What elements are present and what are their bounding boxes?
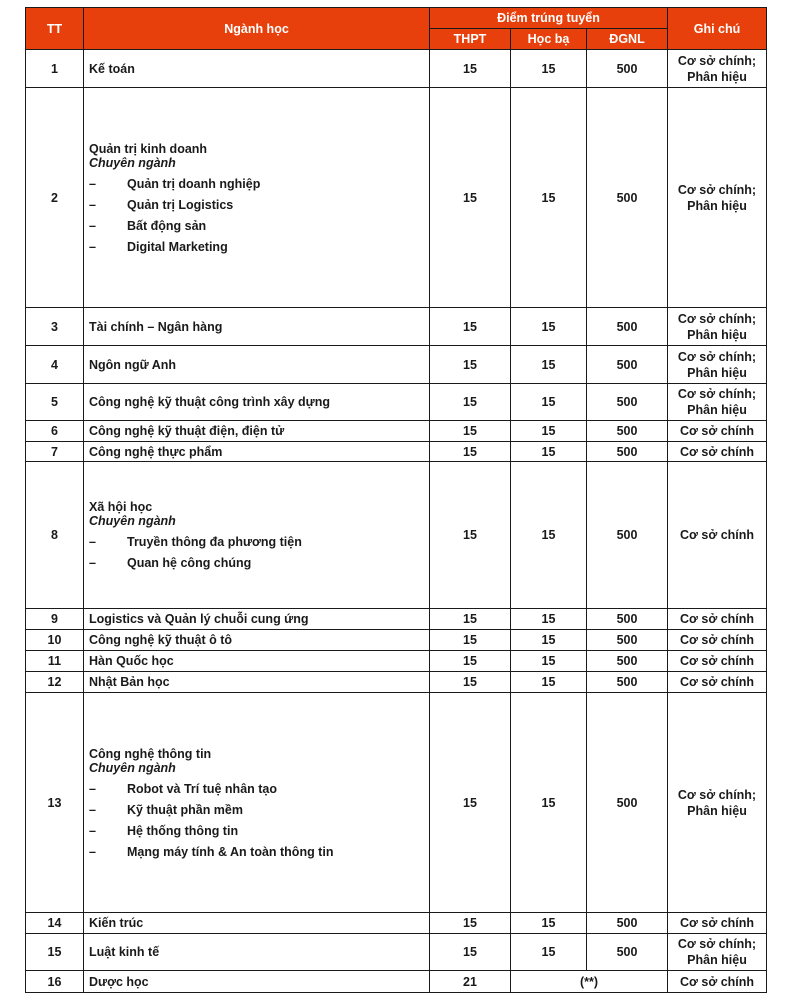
major-name: Quản trị kinh doanh: [89, 141, 208, 156]
score-thpt: 15: [430, 913, 511, 934]
table-row: [26, 308, 767, 346]
specialization-name: Digital Marketing: [127, 239, 228, 254]
dash-bullet: –: [89, 197, 96, 212]
score-thpt: 21: [430, 971, 511, 993]
table-row: [26, 609, 767, 630]
branch-note: Phân hiệu: [687, 69, 747, 84]
major-name: Kế toán: [84, 50, 430, 88]
specialization-item: [89, 845, 429, 859]
score-dgnl: 500: [587, 442, 668, 462]
table-row: [26, 934, 767, 971]
score-dgnl: 500: [587, 934, 668, 971]
row-number: 5: [26, 384, 84, 421]
row-number: 15: [26, 934, 84, 971]
specialization-item: [89, 219, 429, 233]
note-cell: [668, 308, 767, 346]
note-cell: [668, 442, 767, 462]
score-thpt: 15: [430, 609, 511, 630]
score-thpt: 15: [430, 88, 511, 308]
major-name: Tài chính – Ngân hàng: [84, 308, 430, 346]
major-name: Công nghệ kỹ thuật điện, điện tử: [84, 421, 430, 442]
dash-bullet: –: [89, 239, 96, 254]
row-number: 10: [26, 630, 84, 651]
note-cell: [668, 50, 767, 88]
note-cell: [668, 609, 767, 630]
row-number: 13: [26, 693, 84, 913]
score-thpt: 15: [430, 630, 511, 651]
score-hocba: 15: [511, 672, 587, 693]
score-dgnl: 500: [587, 609, 668, 630]
score-hocba: 15: [511, 308, 587, 346]
campus-note: Cơ sở chính: [680, 916, 755, 930]
specialization-item: [89, 803, 429, 817]
specialization-label: Chuyên ngành: [89, 155, 176, 170]
score-thpt: 15: [430, 672, 511, 693]
specialization-label: Chuyên ngành: [89, 514, 176, 528]
row-number: 11: [26, 651, 84, 672]
major-cell: [84, 693, 430, 913]
score-thpt: 15: [430, 462, 511, 609]
score-thpt: 15: [430, 421, 511, 442]
campus-note: Cơ sở chính;: [677, 787, 757, 802]
note-cell: [668, 462, 767, 609]
note-cell: [668, 630, 767, 651]
campus-note: Cơ sở chính: [680, 612, 755, 626]
table-row: [26, 346, 767, 384]
major-name: Dược học: [84, 971, 430, 993]
dash-bullet: –: [89, 556, 96, 570]
table-row: [26, 384, 767, 421]
score-hocba: 15: [511, 913, 587, 934]
specialization-name: Quan hệ công chúng: [127, 556, 252, 570]
campus-note: Cơ sở chính: [680, 444, 755, 459]
note-cell: [668, 913, 767, 934]
row-number: 16: [26, 971, 84, 993]
note-cell: [668, 971, 767, 993]
row-number: 8: [26, 462, 84, 609]
branch-note: Phân hiệu: [687, 953, 747, 967]
campus-note: Cơ sở chính: [680, 974, 755, 989]
specialization-name: Quản trị doanh nghiệp: [127, 176, 261, 191]
score-dgnl: 500: [587, 308, 668, 346]
dash-bullet: –: [89, 802, 96, 817]
score-dgnl: 500: [587, 672, 668, 693]
major-name: Logistics và Quản lý chuỗi cung ứng: [84, 609, 430, 630]
specialization-item: [89, 782, 429, 796]
score-hocba: 15: [511, 384, 587, 421]
score-dgnl: 500: [587, 384, 668, 421]
note-cell: [668, 693, 767, 913]
table-row: [26, 971, 767, 993]
row-number: 2: [26, 88, 84, 308]
specialization-name: Truyền thông đa phương tiện: [127, 535, 302, 549]
score-dgnl: 500: [587, 630, 668, 651]
campus-note: Cơ sở chính;: [677, 349, 757, 364]
major-name: Công nghệ kỹ thuật ô tô: [84, 630, 430, 651]
specialization-name: Kỹ thuật phần mềm: [127, 802, 243, 817]
row-number: 1: [26, 50, 84, 88]
major-name: Nhật Bản học: [84, 672, 430, 693]
score-hocba: 15: [511, 693, 587, 913]
score-thpt: 15: [430, 934, 511, 971]
campus-note: Cơ sở chính;: [677, 311, 757, 326]
table-row: [26, 672, 767, 693]
score-thpt: 15: [430, 50, 511, 88]
score-dgnl: 500: [587, 346, 668, 384]
row-number: 6: [26, 421, 84, 442]
note-cell: [668, 934, 767, 971]
score-hocba: 15: [511, 50, 587, 88]
major-cell: [84, 88, 430, 308]
note-cell: [668, 346, 767, 384]
major-name: Công nghệ thực phẩm: [84, 442, 430, 462]
header-major: Ngành học: [84, 8, 430, 50]
score-dgnl: 500: [587, 88, 668, 308]
row-number: 12: [26, 672, 84, 693]
major-name: Công nghệ thông tin: [89, 746, 212, 761]
score-thpt: 15: [430, 346, 511, 384]
specialization-item: [89, 177, 429, 191]
note-cell: [668, 384, 767, 421]
score-dgnl: 500: [587, 651, 668, 672]
specialization-item: [89, 240, 429, 254]
campus-note: Cơ sở chính: [680, 633, 755, 647]
specialization-item: [89, 824, 429, 838]
branch-note: Phân hiệu: [687, 198, 747, 213]
specialization-name: Robot và Trí tuệ nhân tạo: [127, 781, 278, 796]
dash-bullet: –: [89, 176, 96, 191]
major-name: Luật kinh tế: [84, 934, 430, 971]
campus-note: Cơ sở chính: [680, 528, 755, 542]
score-hocba: 15: [511, 609, 587, 630]
dash-bullet: –: [89, 535, 96, 549]
specialization-item: [89, 198, 429, 212]
row-number: 3: [26, 308, 84, 346]
campus-note: Cơ sở chính;: [677, 182, 757, 197]
score-hocba: 15: [511, 346, 587, 384]
major-name: Ngôn ngữ Anh: [84, 346, 430, 384]
score-dgnl: 500: [587, 693, 668, 913]
score-thpt: 15: [430, 308, 511, 346]
major-cell: [84, 462, 430, 609]
campus-note: Cơ sở chính: [680, 424, 755, 438]
note-cell: [668, 672, 767, 693]
row-number: 4: [26, 346, 84, 384]
table-row: [26, 442, 767, 462]
header-hocba: Học bạ: [511, 29, 587, 50]
major-name: Xã hội học: [89, 500, 153, 514]
table-body: [26, 50, 767, 993]
score-thpt: 15: [430, 442, 511, 462]
score-hocba: 15: [511, 934, 587, 971]
branch-note: Phân hiệu: [687, 403, 747, 417]
specialization-name: Bất động sản: [127, 218, 207, 233]
campus-note: Cơ sở chính: [680, 675, 755, 689]
note-cell: [668, 88, 767, 308]
header-dgnl: ĐGNL: [587, 29, 668, 50]
header-note: Ghi chú: [668, 8, 767, 50]
specialization-item: [89, 535, 429, 549]
score-merged: (**): [511, 971, 668, 993]
score-hocba: 15: [511, 630, 587, 651]
score-hocba: 15: [511, 421, 587, 442]
branch-note: Phân hiệu: [687, 327, 747, 342]
campus-note: Cơ sở chính: [680, 654, 755, 668]
table-row: [26, 913, 767, 934]
note-cell: [668, 651, 767, 672]
header-score-group: Điểm trúng tuyển: [430, 8, 668, 29]
table-row: [26, 50, 767, 88]
campus-note: Cơ sở chính;: [677, 387, 757, 401]
specialization-label: Chuyên ngành: [89, 760, 176, 775]
table-row: [26, 630, 767, 651]
table-row: [26, 421, 767, 442]
header-tt: TT: [26, 8, 84, 50]
major-name: Kiến trúc: [84, 913, 430, 934]
dash-bullet: –: [89, 218, 96, 233]
header-thpt: THPT: [430, 29, 511, 50]
specialization-item: [89, 556, 429, 570]
dash-bullet: –: [89, 781, 96, 796]
admission-scores-table: [25, 7, 767, 993]
dash-bullet: –: [89, 823, 96, 838]
table-row: [26, 88, 767, 308]
score-dgnl: 500: [587, 913, 668, 934]
campus-note: Cơ sở chính;: [677, 53, 757, 68]
row-number: 14: [26, 913, 84, 934]
specialization-name: Hệ thống thông tin: [127, 823, 239, 838]
major-name: Hàn Quốc học: [84, 651, 430, 672]
branch-note: Phân hiệu: [687, 365, 747, 380]
major-name: Công nghệ kỹ thuật công trình xây dựng: [84, 384, 430, 421]
specialization-name: Quản trị Logistics: [127, 197, 234, 212]
campus-note: Cơ sở chính;: [677, 937, 757, 951]
branch-note: Phân hiệu: [687, 803, 747, 818]
note-cell: [668, 421, 767, 442]
score-hocba: 15: [511, 462, 587, 609]
score-thpt: 15: [430, 651, 511, 672]
dash-bullet: –: [89, 844, 96, 859]
row-number: 9: [26, 609, 84, 630]
table-row: [26, 651, 767, 672]
score-hocba: 15: [511, 442, 587, 462]
score-dgnl: 500: [587, 462, 668, 609]
table-row: [26, 462, 767, 609]
score-hocba: 15: [511, 88, 587, 308]
score-thpt: 15: [430, 693, 511, 913]
specialization-name: Mạng máy tính & An toàn thông tin: [127, 844, 334, 859]
table-row: [26, 693, 767, 913]
score-hocba: 15: [511, 651, 587, 672]
score-thpt: 15: [430, 384, 511, 421]
row-number: 7: [26, 442, 84, 462]
score-dgnl: 500: [587, 421, 668, 442]
score-dgnl: 500: [587, 50, 668, 88]
